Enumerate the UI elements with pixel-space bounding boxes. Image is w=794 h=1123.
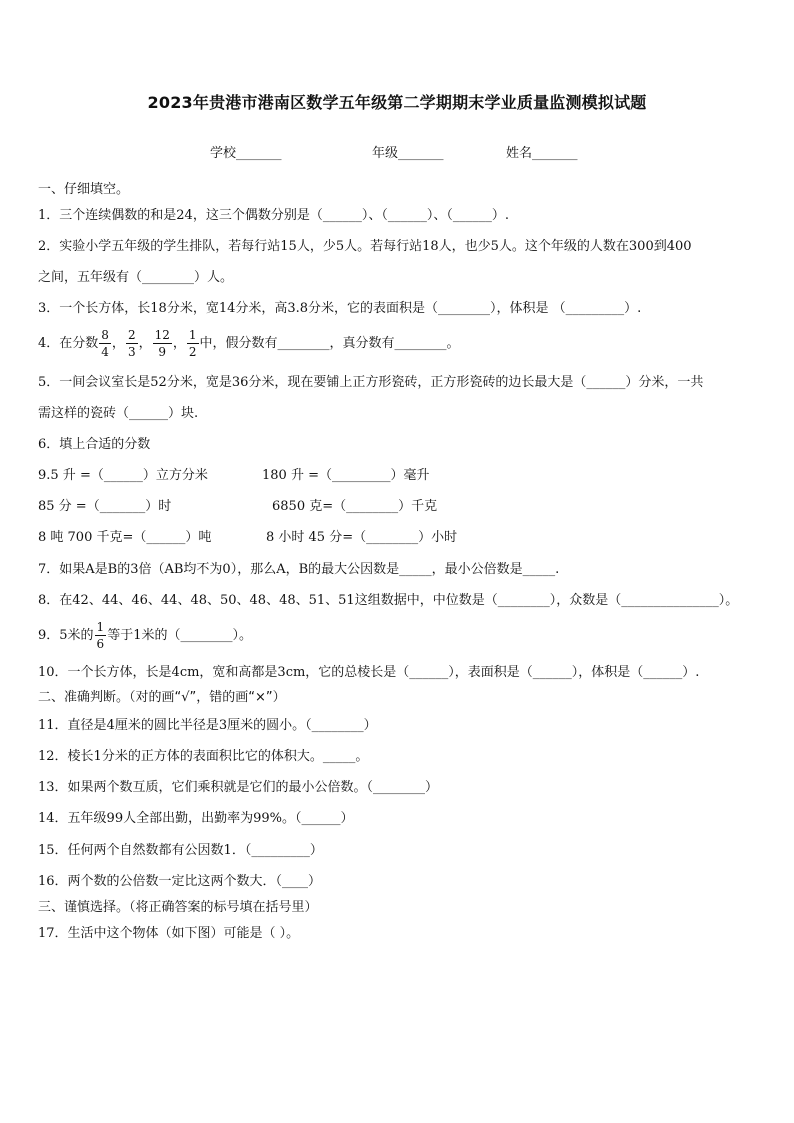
unit-row-1-left: 9.5 升 =（______）立方分米 <box>38 468 208 483</box>
question-5-line-1: 5．一间会议室长是52分米，宽是36分米，现在要铺上正方形瓷砖，正方形瓷砖的边长最大是（______）分米，一共 <box>38 375 704 390</box>
separator: ， <box>138 336 152 351</box>
question-4-suffix: 中，假分数有________，真分数有________。 <box>199 336 460 351</box>
separator: ， <box>111 336 125 351</box>
name-field: 姓名_______ <box>506 146 578 161</box>
question-2-line-2: 之间，五年级有（________）人。 <box>38 270 234 285</box>
question-6: 6．填上合适的分数 <box>38 437 151 452</box>
question-1: 1．三个连续偶数的和是24，这三个偶数分别是（______）、（______）、（______）. <box>38 208 509 223</box>
question-9 <box>38 620 252 651</box>
grade-field: 年级_______ <box>372 146 444 161</box>
question-10: 10．一个长方体，长是4cm，宽和高都是3cm，它的总棱长是（______），表面积是（______），体积是（______）. <box>38 665 700 680</box>
fraction-8-4: $\frac{8}{4}$ <box>101 328 109 359</box>
unit-row-1-right: 180 升 =（_________）毫升 <box>262 468 430 483</box>
question-11: 11．直径是4厘米的圆比半径是3厘米的圆小。（________） <box>38 718 377 733</box>
question-16: 16．两个数的公倍数一定比这两个数大．（____） <box>38 874 322 889</box>
question-13: 13．如果两个数互质，它们乘积就是它们的最小公倍数。（________） <box>38 780 439 795</box>
question-4-prefix: 4．在分数 <box>38 336 99 351</box>
school-field: 学校_______ <box>210 146 282 161</box>
section-heading-1: 一、仔细填空。 <box>38 182 130 197</box>
section-heading-3: 三、谨慎选择。（将正确答案的标号填在括号里） <box>38 900 318 915</box>
fraction-1-2: $\frac{1}{2}$ <box>188 328 197 359</box>
question-5-line-2: 需这样的瓷砖（______）块. <box>38 406 199 421</box>
unit-row-2-right: 6850 克=（________）千克 <box>272 499 438 514</box>
separator: ， <box>172 336 186 351</box>
question-9-prefix: 9．5米的 <box>38 628 94 643</box>
unit-row-3-left: 8 吨 700 千克=（______）吨 <box>38 530 212 545</box>
unit-row-2-left: 85 分 =（_______）时 <box>38 499 172 514</box>
fraction-12-9: $\frac{12}{9}$ <box>154 328 170 359</box>
question-4 <box>38 328 460 359</box>
question-7: 7．如果A是B的3倍（AB均不为0），那么A，B的最大公因数是_____，最小公倍数是_____. <box>38 562 560 577</box>
question-9-suffix: 等于1米的（________）。 <box>107 628 252 643</box>
page-title: 2023年贵港市港南区数学五年级第二学期期末学业质量监测模拟试题 <box>147 93 647 112</box>
question-17: 17．生活中这个物体（如下图）可能是（ ）。 <box>38 926 300 941</box>
unit-row-3-right: 8 小时 45 分=（________）小时 <box>266 530 458 545</box>
question-3: 3．一个长方体，长18分米，宽14分米，高3.8分米，它的表面积是（________），体积是 （_________）. <box>38 301 642 316</box>
question-14: 14．五年级99人全部出勤，出勤率为99%。（______） <box>38 811 354 826</box>
question-2-line-1: 2．实验小学五年级的学生排队，若每行站15人，少5人。若每行站18人，也少5人。这个年级的人数在300到400 <box>38 239 692 254</box>
fraction-2-3: $\frac{2}{3}$ <box>127 328 136 359</box>
question-12: 12．棱长1分米的正方体的表面积比它的体积大。_____。 <box>38 749 369 764</box>
question-15: 15．任何两个自然数都有公因数1．（_________） <box>38 843 323 858</box>
section-heading-2: 二、准确判断。（对的画“√”，错的画“×”） <box>38 690 286 705</box>
question-8: 8．在42、44、46、44、48、50、48、48、51、51这组数据中，中位数是（________），众数是（_______________）。 <box>38 593 739 608</box>
fraction-1-6: $\frac{1}{6}$ <box>96 620 105 651</box>
